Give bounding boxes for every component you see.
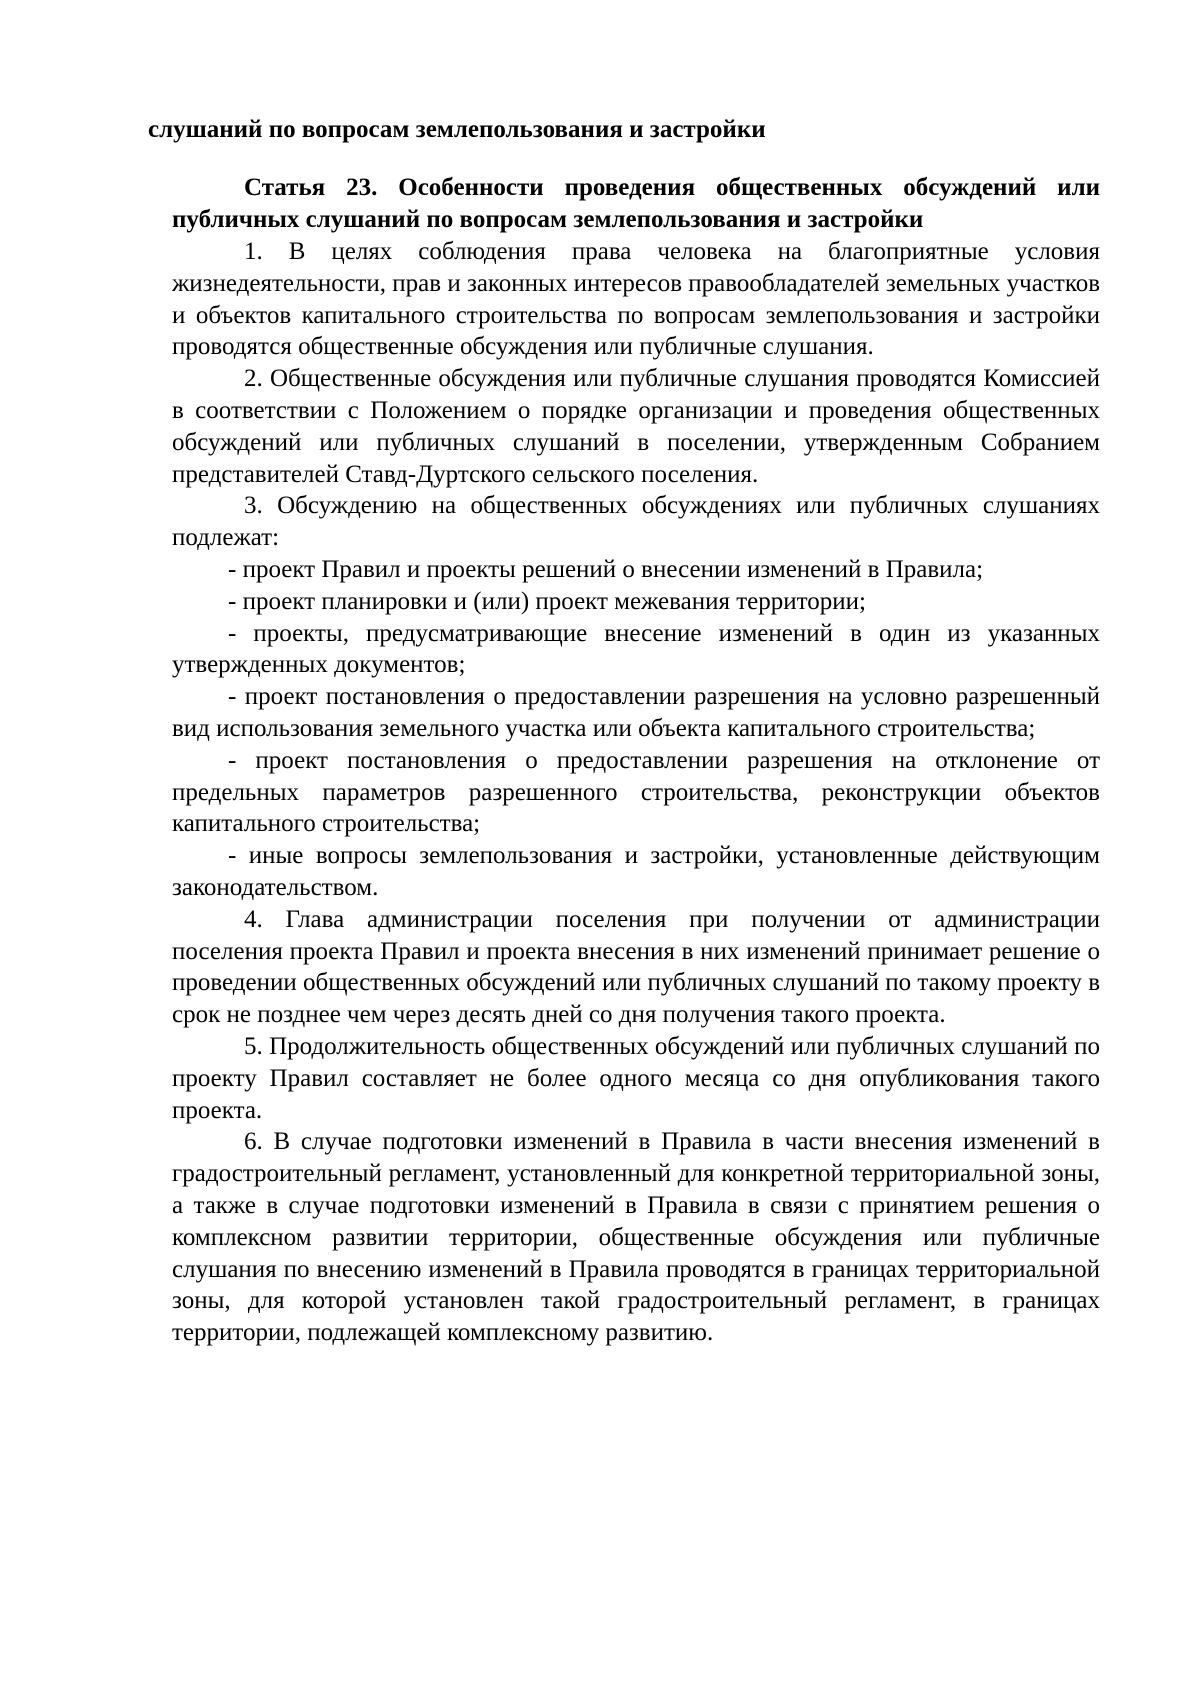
article-title: Статья 23. Особенности проведения общественных обсуждений или публичных слушаний по вопросам землепользования и застройки [172, 174, 1100, 233]
running-heading: слушаний по вопросам землепользования и застройки [148, 116, 766, 143]
paragraph-5: 5. Продолжительность общественных обсуждений или публичных слушаний по проекту Правил составляет не более одного месяца со дня опубликования такого проекта. [172, 1032, 1100, 1124]
list-item-planning-project: - проект планировки и (или) проект межевания территории; [228, 587, 866, 615]
paragraph-2: 2. Общественные обсуждения или публичные слушания проводятся Комиссией в соответствии с Положением о порядке организации и проведения общественных обсуждений или публичных слушаний в поселении, утвержденным Собранием представителей Ставд-Дуртского сельского поселения. [172, 365, 1100, 488]
list-item-deviation-permit: - проект постановления о предоставлении разрешения на отклонение от предельных параметров разрешенного строительства, реконструкции объектов капитального строительства; [172, 746, 1100, 838]
paragraph-1: 1. В целях соблюдения права человека на благоприятные условия жизнедеятельности, прав и законных интересов правообладателей земельных участков и объектов капитального строительства по вопросам землепользования и застройки проводятся общественные обсуждения или публичные слушания. [172, 238, 1100, 361]
list-item-conditional-use: - проект постановления о предоставлении разрешения на условно разрешенный вид использования земельного участка или объекта капитального строительства; [172, 683, 1100, 742]
document-body [172, 172, 1100, 1349]
paragraph-6: 6. В случае подготовки изменений в Правила в части внесения изменений в градостроительный регламент, установленный для конкретной территориальной зоны, а также в случае подготовки изменений в Правила в связи с принятием решения о комплексном развитии территории, общественные обсуждения или публичные слушания по внесению изменений в Правила проводятся в границах территориальной зоны, для которой установлен такой градостроительный регламент, в границах территории, подлежащей комплексному развитию. [172, 1128, 1100, 1347]
list-item-other-questions: - иные вопросы землепользования и застройки, установленные действующим законодательством. [172, 842, 1100, 901]
list-item-project-rules: - проект Правил и проекты решений о внесении изменений в Правила; [228, 555, 984, 583]
paragraph-3: 3. Обсуждению на общественных обсуждениях или публичных слушаниях подлежат: [172, 492, 1100, 552]
paragraph-4: 4. Глава администрации поселения при получении от администрации поселения проекта Правил и проекта внесения в них изменений принимает решение о проведении общественных обсуждений или публичных слушаний по такому проекту в срок не позднее чем через десять дней со дня получения такого проекта. [172, 905, 1100, 1029]
list-item-amendment-projects: - проекты, предусматривающие внесение изменений в один из указанных утвержденных документов; [172, 619, 1100, 679]
